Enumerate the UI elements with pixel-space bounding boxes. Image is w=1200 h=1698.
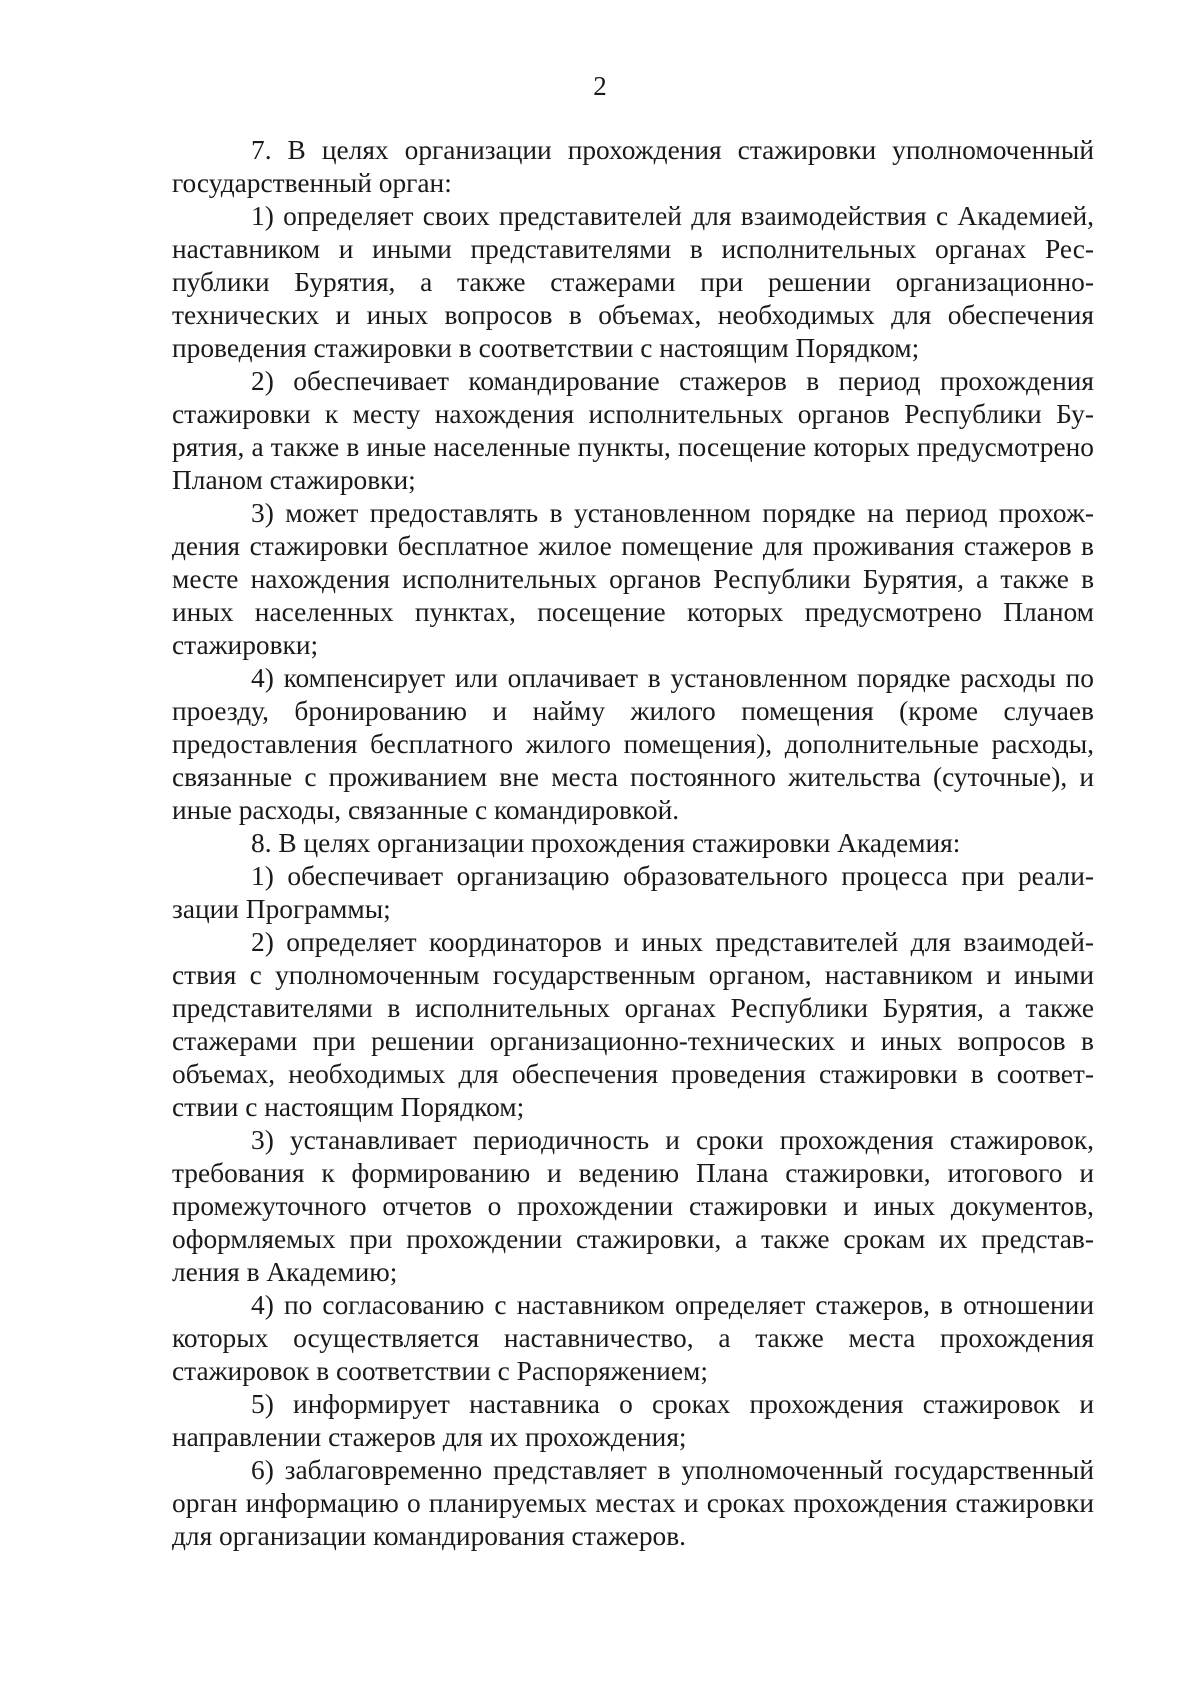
paragraph-8-intro: 8. В целях организации прохождения стажировки Академия: — [251, 828, 961, 858]
paragraph-8-item-3: 3) устанавливает периодичность и сроки прохождения стажировок, требования к формированию и ведению Плана стажировки, итогового и промежуточного отчетов о прохождении стажировки и иных документов, оформляемых при прохождении стажировки, а также срокам их представления в Академию; — [172, 1125, 1094, 1287]
paragraph-7-item-2: 2) обеспечивает командирование стажеров в период прохождения стажировки к месту нахождения исполнительных органов Республики Бурятия, а также в иные населенные пункты, посещение которых предусмотрено Планом стажировки; — [172, 366, 1094, 495]
document-body — [172, 134, 1094, 1553]
paragraph-8-item-6: 6) заблаговременно представляет в уполномоченный государственный орган информацию о планируемых местах и сроках прохождения стажировки для организации командирования стажеров. — [172, 1455, 1094, 1551]
paragraph-7-item-3: 3) может предоставлять в установленном порядке на период прохождения стажировки бесплатное жилое помещение для проживания стажеров в месте нахождения исполнительных органов Республики Бурятия, а также в иных населенных пунктах, посещение которых предусмотрено Планом стажировки; — [172, 498, 1094, 660]
paragraph-7-item-1: 1) определяет своих представителей для взаимодействия с Академией, наставником и иными представителями в исполнительных органах Республики Бурятия, а также стажерами при решении организационно-технических и иных вопросов в объемах, необходимых для обеспечения проведения стажировки в соответствии с настоящим Порядком; — [172, 201, 1094, 363]
paragraph-7-intro: 7. В целях организации прохождения стажировки уполномоченный государственный орган: — [172, 135, 1094, 198]
paragraph-8-item-2: 2) определяет координаторов и иных представителей для взаимодействия с уполномоченным государственным органом, наставником и иными представителями в исполнительных органах Республики Бурятия, а также стажерами при решении организационно-технических и иных вопросов в объемах, необходимых для обеспечения проведения стажировки в соответствии с настоящим Порядком; — [172, 927, 1094, 1122]
paragraph-8-item-4: 4) по согласованию с наставником определяет стажеров, в отношении которых осуществляется наставничество, а также места прохождения стажировок в соответствии с Распоряжением; — [172, 1290, 1094, 1386]
page-number: 2 — [593, 71, 607, 101]
paragraph-7-item-4: 4) компенсирует или оплачивает в установленном порядке расходы по проезду, бронированию и найму жилого помещения (кроме случаев предоставления бесплатного жилого помещения), дополнительные расходы, связанные с проживанием вне места постоянного жительства (суточные), и иные расходы, связанные с командировкой. — [172, 663, 1094, 825]
paragraph-8-item-5: 5) информирует наставника о сроках прохождения стажировок и направлении стажеров для их прохождения; — [172, 1389, 1094, 1452]
paragraph-8-item-1: 1) обеспечивает организацию образовательного процесса при реализации Программы; — [172, 861, 1094, 924]
